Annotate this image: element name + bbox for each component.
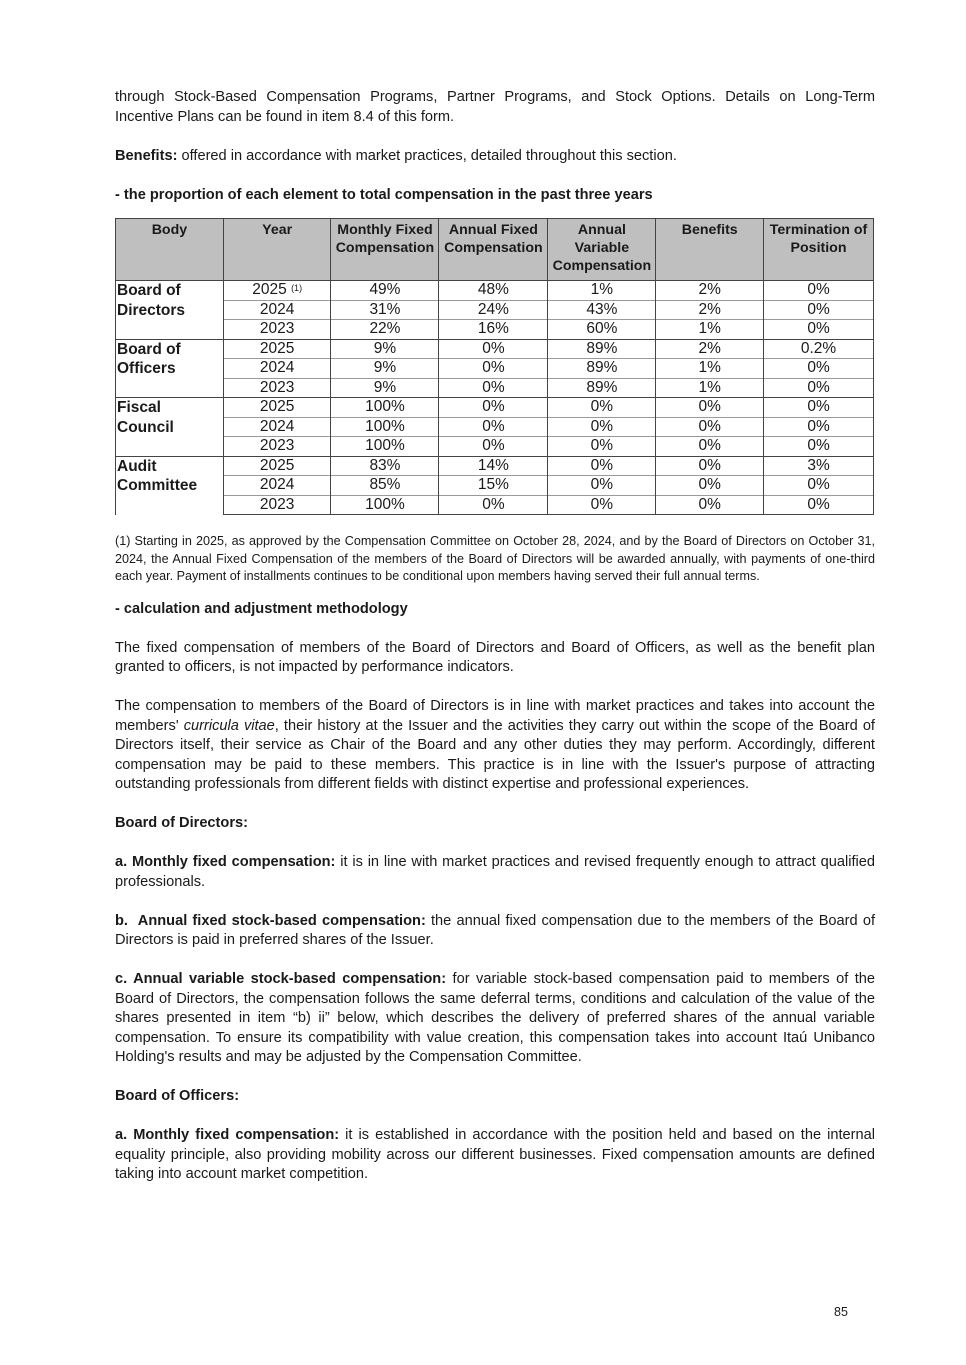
annual-variable-cell: 0% xyxy=(548,495,656,515)
monthly-fixed-cell: 100% xyxy=(331,437,439,457)
year-cell xyxy=(223,476,331,496)
body-cell: Audit Committee xyxy=(116,456,224,515)
termination-cell: 0% xyxy=(764,476,874,496)
monthly-fixed-cell: 9% xyxy=(331,339,439,359)
table-row xyxy=(116,398,874,418)
header-year: Year xyxy=(223,219,331,281)
year-value: 2025 xyxy=(259,339,295,357)
annual-fixed-cell: 0% xyxy=(439,378,548,398)
monthly-fixed-cell: 83% xyxy=(331,456,439,476)
document-page xyxy=(115,88,875,1185)
termination-cell: 3% xyxy=(764,456,874,476)
page-number: 85 xyxy=(834,1305,848,1319)
bod-item-c xyxy=(115,970,875,1068)
annual-variable-cell: 89% xyxy=(548,378,656,398)
bod-c-text: for variable stock-based compensation paid to members of the Board of Directors, the compensation follows the same deferral terms, conditions and calculation of the value of the shares presented in item “b) ii” below, which describes the delivery of preferred shares of the annual variable compensation. To ensure its compatibility with value creation, this compensation takes into account Itaú Unibanco Holding's results and may be adjusted by the Compensation Committee. xyxy=(115,971,876,1065)
year-cell xyxy=(223,378,331,398)
annual-variable-cell: 43% xyxy=(548,300,656,320)
boo-item-a xyxy=(115,1126,875,1185)
year-cell xyxy=(223,320,331,340)
methodology-paragraph-2 xyxy=(115,697,875,795)
benefits-paragraph xyxy=(115,147,875,167)
annual-variable-cell: 0% xyxy=(548,476,656,496)
annual-fixed-cell: 0% xyxy=(439,437,548,457)
benefits-cell: 0% xyxy=(656,417,764,437)
termination-cell: 0% xyxy=(764,417,874,437)
benefits-cell: 1% xyxy=(656,378,764,398)
annual-fixed-cell: 0% xyxy=(439,495,548,515)
benefits-label: Benefits: xyxy=(115,147,178,164)
table-row xyxy=(116,339,874,359)
table-row xyxy=(116,300,874,320)
monthly-fixed-cell: 85% xyxy=(331,476,439,496)
annual-variable-cell: 0% xyxy=(548,398,656,418)
annual-variable-cell: 0% xyxy=(548,417,656,437)
header-body: Body xyxy=(116,219,224,281)
year-cell xyxy=(223,417,331,437)
termination-cell: 0% xyxy=(764,378,874,398)
benefits-cell: 0% xyxy=(656,495,764,515)
monthly-fixed-cell: 100% xyxy=(331,398,439,418)
year-value: 2025 xyxy=(259,398,295,415)
table-row xyxy=(116,417,874,437)
boo-a-text: it is established in accordance with the position held and based on the internal equality principle, also providing mobility across our different businesses. Fixed compensation amounts are defined taking into account market competition. xyxy=(115,1127,875,1182)
year-value: 2024 xyxy=(259,300,295,318)
table-row xyxy=(116,437,874,457)
annual-fixed-cell: 14% xyxy=(439,456,548,476)
benefits-cell: 1% xyxy=(656,320,764,340)
year-cell xyxy=(223,437,331,457)
table-row xyxy=(116,320,874,340)
annual-variable-cell: 89% xyxy=(548,339,656,359)
intro-continuation: through Stock-Based Compensation Programs, Partner Programs, and Stock Options. Details on Long-Term Incentive Plans can be found in item 8.4 of this form. xyxy=(115,89,875,125)
table-row xyxy=(116,456,874,476)
year-cell xyxy=(223,456,331,476)
header-benefits: Benefits xyxy=(656,219,764,281)
benefits-cell: 0% xyxy=(656,437,764,457)
bod-b-text: the annual fixed compensation due to the members of the Board of Directors is paid in preferred shares of the Issuer. xyxy=(115,912,875,948)
monthly-fixed-cell: 31% xyxy=(331,300,439,320)
table-row xyxy=(116,359,874,379)
table-row xyxy=(116,476,874,496)
monthly-fixed-cell: 9% xyxy=(331,359,439,379)
annual-variable-cell: 60% xyxy=(548,320,656,340)
termination-cell: 0% xyxy=(764,359,874,379)
header-monthly-fixed: Monthly Fixed Compensation xyxy=(331,219,439,281)
board-of-officers-heading: Board of Officers: xyxy=(115,1088,240,1104)
benefits-cell: 0% xyxy=(656,398,764,418)
table-header-row xyxy=(116,219,874,281)
year-value: 2024 xyxy=(259,359,295,376)
termination-cell: 0% xyxy=(764,437,874,457)
year-cell xyxy=(223,281,331,301)
header-annual-variable: Annual Variable Compensation xyxy=(548,219,656,281)
annual-variable-cell: 0% xyxy=(548,456,656,476)
year-value: 2025 xyxy=(259,456,295,474)
compensation-proportion-table xyxy=(115,218,874,515)
benefits-text: offered in accordance with market practices, detailed throughout this section. xyxy=(177,147,677,164)
benefits-cell: 0% xyxy=(656,476,764,496)
body-cell: Board of Officers xyxy=(116,339,224,398)
annual-variable-cell: 1% xyxy=(548,281,656,301)
proportion-heading: - the proportion of each element to total compensation in the past three years xyxy=(115,186,653,203)
bod-a-label: a. Monthly fixed compensation: xyxy=(115,854,336,870)
year-cell xyxy=(223,495,331,515)
methodology-paragraph-1: The fixed compensation of members of the Board of Directors and Board of Officers, as well as the benefit plan granted to officers, is not impacted by performance indicators. xyxy=(115,639,875,675)
year-value: 2023 xyxy=(259,437,295,454)
annual-fixed-cell: 0% xyxy=(439,359,548,379)
annual-fixed-cell: 16% xyxy=(439,320,548,340)
year-cell xyxy=(223,359,331,379)
header-annual-fixed: Annual Fixed Compensation xyxy=(439,219,548,281)
termination-cell: 0.2% xyxy=(764,339,874,359)
bod-item-b xyxy=(115,912,875,951)
year-value: 2025 xyxy=(252,281,287,298)
footnote-marker: (1) xyxy=(291,283,303,293)
year-cell xyxy=(223,339,331,359)
annual-variable-cell: 89% xyxy=(548,359,656,379)
termination-cell: 0% xyxy=(764,300,874,320)
year-cell xyxy=(223,300,331,320)
annual-fixed-cell: 15% xyxy=(439,476,548,496)
monthly-fixed-cell: 9% xyxy=(331,378,439,398)
board-of-directors-heading: Board of Directors: xyxy=(115,815,248,831)
monthly-fixed-cell: 100% xyxy=(331,495,439,515)
bod-b-label: b. Annual fixed stock-based compensation: xyxy=(115,912,426,929)
annual-fixed-cell: 48% xyxy=(439,281,548,301)
table-row xyxy=(116,495,874,515)
para2-italic: curricula vitae xyxy=(183,717,275,734)
year-value: 2024 xyxy=(259,417,295,435)
bod-c-label: c. Annual variable stock-based compensation: xyxy=(115,971,447,987)
monthly-fixed-cell: 22% xyxy=(331,320,439,340)
year-value: 2023 xyxy=(259,495,295,513)
benefits-cell: 2% xyxy=(656,339,764,359)
termination-cell: 0% xyxy=(764,281,874,301)
table-row xyxy=(116,378,874,398)
para2-text-a: The compensation to members of the Board of Directors is in line with market practices and takes into account the members' xyxy=(115,698,875,734)
bod-item-a xyxy=(115,853,875,892)
annual-fixed-cell: 0% xyxy=(439,417,548,437)
table-row xyxy=(116,281,874,301)
body-cell: Fiscal Council xyxy=(116,398,224,457)
para2-text-b: , their history at the Issuer and the activities they carry out within the scope of the Board of Directors itself, their service as Chair of the Board and any other duties they may perform. Accordingly, different compensation may be paid to these members. This practice is in line with the Issuer's purpose of attracting outstanding professionals from different fields with distinct expertise and professional experiences. xyxy=(115,717,875,792)
table-footnote: (1) Starting in 2025, as approved by the Compensation Committee on October 28, 2024, and by the Board of Directors on October 31, 2024, the Annual Fixed Compensation of the members of the Board of Directors will be awarded annually, with payments of one-third each year. Payment of installments continues to be conditional upon members having served their full annual terms. xyxy=(115,534,875,583)
bod-a-text: it is in line with market practices and revised frequently enough to attract qualified professionals. xyxy=(115,854,875,890)
methodology-heading: - calculation and adjustment methodology xyxy=(115,600,408,617)
header-termination: Termination of Position xyxy=(764,219,874,281)
year-value: 2024 xyxy=(259,476,295,493)
benefits-cell: 2% xyxy=(656,281,764,301)
benefits-cell: 1% xyxy=(656,359,764,379)
year-value: 2023 xyxy=(259,320,295,337)
monthly-fixed-cell: 49% xyxy=(331,281,439,301)
monthly-fixed-cell: 100% xyxy=(331,417,439,437)
year-value: 2023 xyxy=(259,378,295,396)
boo-a-label: a. Monthly fixed compensation: xyxy=(115,1127,340,1143)
termination-cell: 0% xyxy=(764,398,874,418)
benefits-cell: 0% xyxy=(656,456,764,476)
annual-fixed-cell: 0% xyxy=(439,339,548,359)
body-cell: Board of Directors xyxy=(116,281,224,340)
annual-variable-cell: 0% xyxy=(548,437,656,457)
annual-fixed-cell: 24% xyxy=(439,300,548,320)
benefits-cell: 2% xyxy=(656,300,764,320)
year-cell xyxy=(223,398,331,418)
termination-cell: 0% xyxy=(764,320,874,340)
termination-cell: 0% xyxy=(764,495,874,515)
annual-fixed-cell: 0% xyxy=(439,398,548,418)
